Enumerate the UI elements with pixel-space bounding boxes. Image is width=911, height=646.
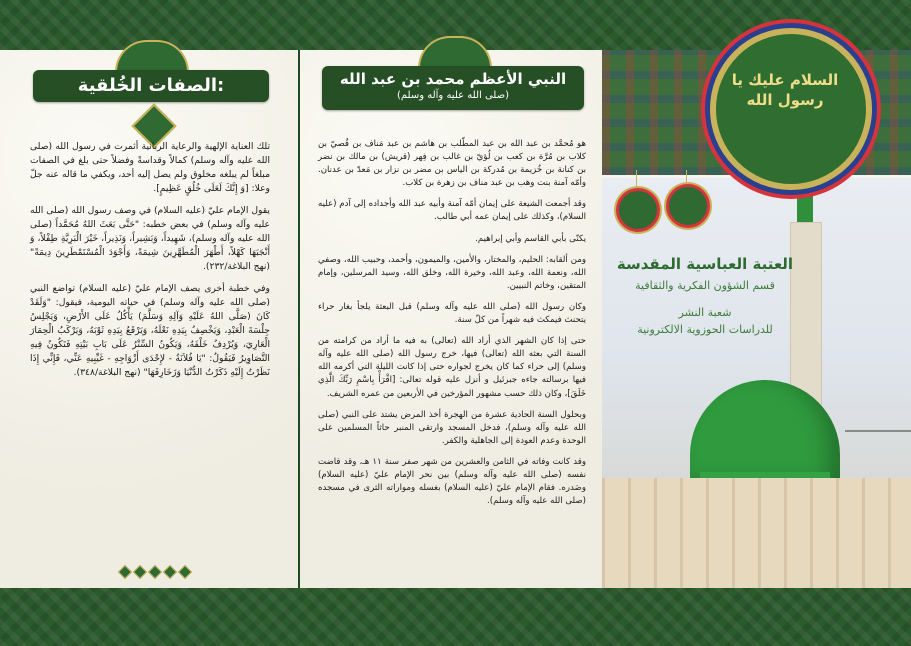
salutation-subtitle: (صلى الله عليه وآله وسلم)	[396, 90, 509, 101]
ornament-dot	[148, 565, 162, 579]
middle-panel-title	[322, 66, 584, 110]
medallion-text: السلام عليك يا رسول الله	[731, 71, 839, 109]
minaret-cap	[797, 186, 813, 226]
middle-panel-text	[318, 138, 586, 516]
paragraph: وفي خطبة أخرى يصف الإمام عليّ (عليه السلام) تواضع النبي (صلى الله عليه وآله وسلم) في حياته اليومية، فيقول: "وَلَقَدْ كَانَ (صَلَّى اللهُ عَلَيْهِ وَآلِهِ وَسَلَّمَ) يَأْكُلُ عَلَى الأَرْضِ، وَيَجْلِسُ جِلْسَةَ الْعَبْدِ، وَيَخْصِفُ بِيَدِهِ نَعْلَهُ، وَيَرْقَعُ بِيَدِهِ ثَوْبَهُ، وَيَرْكَبُ الْحِمَارَ الْعَارِيَ، وَيُرْدِفُ خَلْفَهُ، وَيَكُونُ السِّتْرُ عَلَى بَابِ بَيْتِهِ فَتَكُونُ فِيهِ التَّصَاوِيرُ فَيَقُولُ: "يَا فُلاَنَةُ - لإِحْدَى أَزْوَاجِهِ - غَيِّبِيهِ عَنِّي، فَإِنِّي إِذَا نَظَرْتُ إِلَيْهِ ذَكَرْتُ الدُّنْيَا وَزَخَارِفَهَا" (نهج البلاغة/٣٤٨).	[30, 283, 270, 378]
ornament-dot	[133, 565, 147, 579]
ornament-dot	[118, 565, 132, 579]
hanging-cord	[636, 170, 637, 188]
footer-ornament-dots	[120, 567, 190, 577]
prophet-name-heading: النبي الأعظم محمد بن عبد الله	[339, 70, 567, 88]
unit-name-line2: للدراسات الحوزوية الالكترونية	[637, 323, 773, 336]
ornament-dot	[178, 565, 192, 579]
bottom-ornament-band	[0, 588, 911, 646]
paragraph: ومن ألقابه: الحليم، والمختار، والأمين، والميمون، وأحمد، وحبيب الله، وصفي الله، ونعمة الله، وعبد الله، وخيرة الله، وخلق الله، وسيد المرسلين، وإمام المتقين، وخاتم النبيين.	[318, 254, 586, 291]
department-name: قسم الشؤون الفكرية والثقافية	[635, 279, 775, 292]
paragraph: يقول الإمام عليّ (عليه السلام) في وصف رسول الله (صلى الله عليه وآله وسلم) في بعض خطبه: "حَتَّى بَعَثَ اللهُ مُحَمَّداً (صلى الله عليه وآله وسلم)، شَهِيداً، وَبَشِيراً، وَنَذِيراً، خَيْرَ الْبَرِيَّةِ طِفْلاً، وَ أَنْجَبَهَا كَهْلاً، أَطْهَرَ الْمُطَهَّرِينَ شِيمَةً، وَأَجْوَدَ الْمُسْتَمْطَرِينَ دِيمَةً" (نهج البلاغة/٢٣٢).	[30, 205, 270, 272]
hanging-emblem-icon	[616, 188, 660, 232]
paragraph: تلك العناية الإلهية والرعاية الربانية أثمرت في رسول الله (صلى الله عليه وآله وسلم) كمالاً وقداسةً وفضلاً حتى بلغ في الصفات مبلغاً لم يبلغه مخلوق ولم يصل إليه أحد، ويكفي ما قاله عنه جلّ وعلا: [وَ إِنَّكَ لَعَلَى خُلُقٍ عَظِيمٍ].	[30, 141, 270, 194]
mosque-building-image	[602, 478, 911, 588]
hanging-cord	[686, 170, 687, 184]
paragraph: وبحلول السنة الحادية عشرة من الهجرة أخذ المرض يشتد على النبي (صلى الله عليه وآله وسلم)، فدخل المسجد وارتقى المنبر حاثاً المسلمين على الوحدة وعدم العودة إلى الجاهلية والكفر.	[318, 409, 586, 446]
paragraph: وقد أجمعت الشيعة على إيمان أمّه آمنة وأبيه عبد الله وأجداده إلى آدم (عليه السلام)، وكذلك على إيمان عمه أبي طالب.	[318, 199, 586, 223]
paragraph: يكنّى بأبي القاسم وأبي إبراهيم.	[475, 233, 586, 244]
ornament-dot	[163, 565, 177, 579]
paragraph: حتى إذا كان الشهر الذي أراد الله (تعالى) به فيه ما أراد من كرامته من السنة التي بعثه الله (تعالى) فيها، خرج رسول الله (صلى الله عليه وآله وسلم) إلى حراء كما كان يخرج لجواره حتى إذا كانت الليلة التي أكرمه الله فيها برسالته جاءه جبرئيل و أنزل عليه قوله تعالى: [اقْرَأْ بِاسْمِ رَبِّكَ الَّذِي خَلَقَ]، وكان ذلك حسب مشهور المؤرخين في الأربعين من عمره الشريف.	[318, 336, 586, 399]
left-panel-title: الصفات الخُلقية:	[33, 70, 269, 102]
hanging-emblem-icon	[666, 184, 710, 228]
paragraph: هو مُحمَّد بن عبد الله بن عبد المطّلب بن هاشم بن عبد مَناف بن قُصيّ بن كلاب بن مُرَّة بن كعب بن لُؤيّ بن غالب بن فِهر (قريش) بن مالك بن نضر بن كنانة بن خُزيمة بن مُدركة بن الياس بن مضر بن نزار بن مَعدّ بن عدنان. وأمّه آمنة بنت وهب بن عبد مناف بن زهرة بن كلاب.	[318, 139, 586, 189]
crane-image	[845, 430, 911, 472]
cover-title-block	[610, 255, 800, 336]
paragraph: وقد كانت وفاته في الثامن والعشرين من شهر صفر سنة ١١ هـ، وقد قاضت نفسه (صلى الله عليه وآله وسلم) بين نحر الإمام عليّ (عليه السلام) وصَدره. فقام الإمام عليّ (عليه السلام) بغسله ومواراته الثرى في مسجده (صلى الله عليه وآله وسلم).	[318, 456, 587, 507]
left-panel-text	[30, 140, 270, 388]
paragraph: وكان رسول الله (صلى الله عليه وآله وسلم) قبل البعثة يلجأ بغار حراء يتحنث فيمكث فيه شهراً من كلّ سنة.	[318, 301, 586, 326]
unit-name-line1: شعبة النشر	[678, 306, 732, 319]
organization-name: العتبة العباسية المقدسة	[616, 255, 794, 273]
